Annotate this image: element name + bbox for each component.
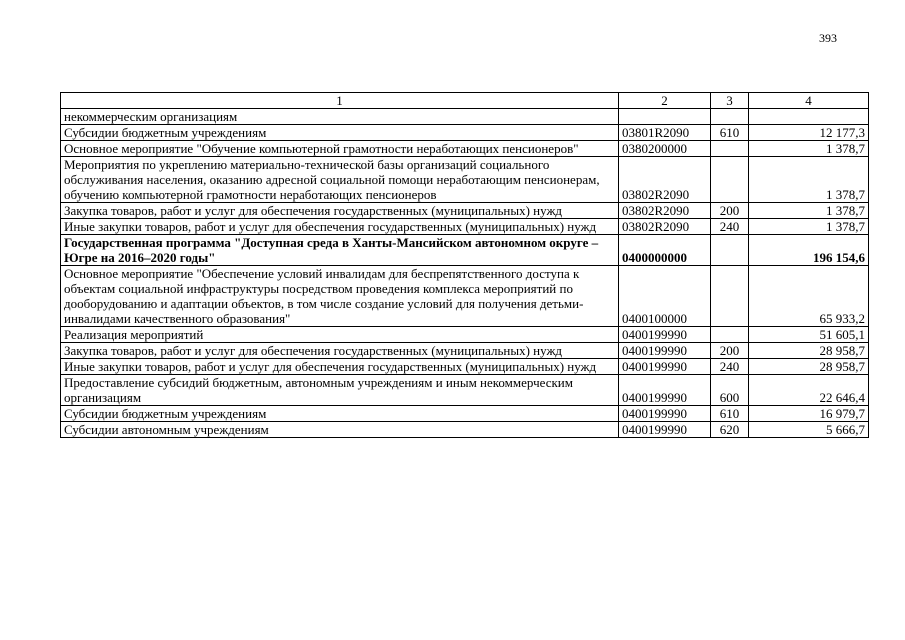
table-row	[61, 125, 869, 141]
row-code: 0400199990	[619, 343, 711, 359]
row-code: 0400199990	[619, 422, 711, 438]
table-header	[61, 93, 869, 109]
row-description: Реализация мероприятий	[61, 327, 619, 343]
row-description: Субсидии бюджетным учреждениям	[61, 406, 619, 422]
row-expense-type	[711, 235, 749, 266]
row-amount: 28 958,7	[749, 359, 869, 375]
row-description: Иные закупки товаров, работ и услуг для обеспечения государственных (муниципальных) нужд	[61, 359, 619, 375]
header-col-4: 4	[749, 93, 869, 109]
table-row	[61, 327, 869, 343]
row-code: 0400199990	[619, 359, 711, 375]
row-description: Иные закупки товаров, работ и услуг для обеспечения государственных (муниципальных) нужд	[61, 219, 619, 235]
row-expense-type: 200	[711, 343, 749, 359]
table-row	[61, 109, 869, 125]
row-code: 0380200000	[619, 141, 711, 157]
row-expense-type: 600	[711, 375, 749, 406]
row-description: Основное мероприятие "Обучение компьютерной грамотности неработающих пенсионеров"	[61, 141, 619, 157]
row-amount: 1 378,7	[749, 141, 869, 157]
table-row	[61, 422, 869, 438]
row-description: Государственная программа "Доступная среда в Ханты-Мансийском автономном округе – Югре на 2016–2020 годы"	[61, 235, 619, 266]
row-amount: 22 646,4	[749, 375, 869, 406]
row-code: 0400199990	[619, 375, 711, 406]
table-body	[61, 109, 869, 438]
row-expense-type: 200	[711, 203, 749, 219]
row-description: Закупка товаров, работ и услуг для обеспечения государственных (муниципальных) нужд	[61, 343, 619, 359]
row-amount: 1 378,7	[749, 219, 869, 235]
row-amount	[749, 109, 869, 125]
row-description: Субсидии бюджетным учреждениям	[61, 125, 619, 141]
table-row	[61, 359, 869, 375]
table-row	[61, 141, 869, 157]
page-number: 393	[819, 31, 837, 45]
row-code: 0400000000	[619, 235, 711, 266]
row-amount: 1 378,7	[749, 157, 869, 203]
row-amount: 28 958,7	[749, 343, 869, 359]
table-row-program	[61, 235, 869, 266]
header-col-3: 3	[711, 93, 749, 109]
header-row	[61, 93, 869, 109]
row-expense-type	[711, 157, 749, 203]
row-expense-type: 240	[711, 359, 749, 375]
row-description: Мероприятия по укреплению материально-технической базы организаций социального обслуживания населения, оказанию адресной социальной помощи неработающим пенсионерам, обучению компьютерной грамотности неработающих пенсионеров	[61, 157, 619, 203]
row-expense-type	[711, 109, 749, 125]
row-expense-type: 610	[711, 406, 749, 422]
table-row	[61, 266, 869, 327]
table-row	[61, 343, 869, 359]
row-description: Предоставление субсидий бюджетным, автономным учреждениям и иным некоммерческим организациям	[61, 375, 619, 406]
row-code: 03801R2090	[619, 125, 711, 141]
row-code: 03802R2090	[619, 219, 711, 235]
row-expense-type	[711, 266, 749, 327]
table-row	[61, 157, 869, 203]
table-row	[61, 219, 869, 235]
row-amount: 12 177,3	[749, 125, 869, 141]
row-description: Закупка товаров, работ и услуг для обеспечения государственных (муниципальных) нужд	[61, 203, 619, 219]
row-expense-type: 620	[711, 422, 749, 438]
table-row	[61, 203, 869, 219]
row-code	[619, 109, 711, 125]
budget-table	[60, 92, 869, 438]
row-expense-type: 610	[711, 125, 749, 141]
row-description: Субсидии автономным учреждениям	[61, 422, 619, 438]
row-amount: 65 933,2	[749, 266, 869, 327]
row-amount: 1 378,7	[749, 203, 869, 219]
table-row	[61, 375, 869, 406]
table-row	[61, 406, 869, 422]
row-expense-type: 240	[711, 219, 749, 235]
row-code: 03802R2090	[619, 157, 711, 203]
row-amount: 16 979,7	[749, 406, 869, 422]
row-expense-type	[711, 141, 749, 157]
row-code: 0400199990	[619, 327, 711, 343]
row-amount: 5 666,7	[749, 422, 869, 438]
row-description: Основное мероприятие "Обеспечение условий инвалидам для беспрепятственного доступа к объектам социальной инфраструктуры посредством проведения комплекса мероприятий по дооборудованию и адаптации объектов, в том числе создание условий для получения детьми-инвалидами качественного образования"	[61, 266, 619, 327]
row-expense-type	[711, 327, 749, 343]
row-code: 0400199990	[619, 406, 711, 422]
row-code: 0400100000	[619, 266, 711, 327]
row-code: 03802R2090	[619, 203, 711, 219]
row-description: некоммерческим организациям	[61, 109, 619, 125]
header-col-1: 1	[61, 93, 619, 109]
row-amount: 196 154,6	[749, 235, 869, 266]
row-amount: 51 605,1	[749, 327, 869, 343]
header-col-2: 2	[619, 93, 711, 109]
